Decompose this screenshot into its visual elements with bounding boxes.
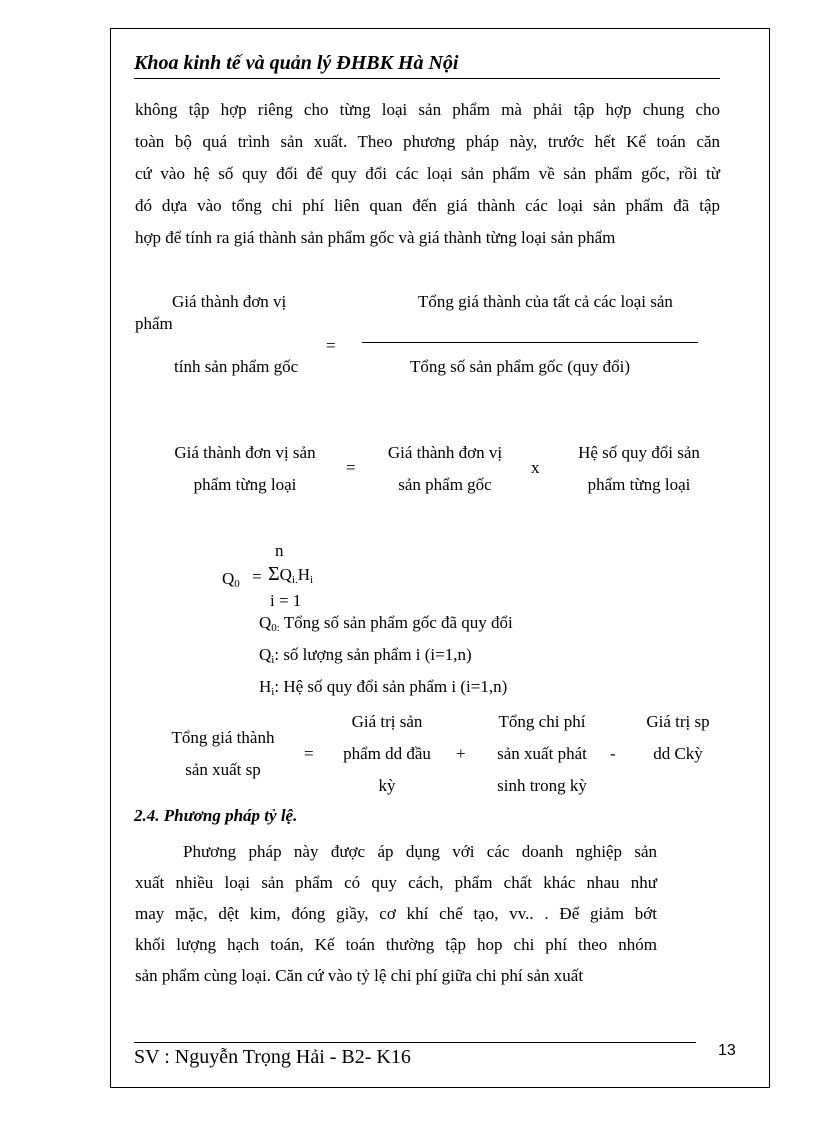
formula3-upper-limit: n: [275, 541, 284, 560]
formula4-col3-line3: sinh trong kỳ: [497, 776, 587, 795]
sigma-symbol: Σ: [268, 563, 280, 585]
formula4-col3-line2: sản xuất phát: [497, 744, 587, 763]
formula3-lhs: $Q_0$: [222, 569, 240, 590]
formula1-left-bottom: tính sản phẩm gốc: [174, 357, 299, 376]
formula3-lower-limit: i = 1: [270, 591, 302, 610]
formula1-left-top: Giá thành đơn vị: [172, 292, 287, 311]
intro-line: cứ vào hệ số quy đổi để quy đổi các loại sản phẩm về sản phẩm gốc, rồi từ: [135, 164, 720, 183]
formula4-minus: -: [610, 744, 616, 763]
formula3-equals: =: [252, 567, 262, 586]
intro-line: đó dựa vào tổng chi phí liên quan đến giá thành các loại sản phẩm đã tập: [135, 196, 720, 215]
section-heading: 2.4. Phương pháp tỷ lệ.: [134, 806, 298, 825]
para2-line: sản phẩm cùng loại. Căn cứ vào tỷ lệ chi phí giữa chi phí sản xuất: [135, 966, 584, 985]
intro-paragraph: [135, 94, 720, 254]
formula4-col2-line2: phẩm dd đầu: [343, 744, 431, 763]
formula2-times: x: [531, 458, 540, 477]
formula4-col4-line2: dd Ckỳ: [653, 744, 703, 763]
formula4-col1-line2: sản xuất sp: [185, 760, 261, 779]
formula4-col3-line1: Tổng chi phí: [498, 712, 586, 731]
formula4-col4-line1: Giá trị sp: [646, 712, 710, 731]
formula2-col1-line2: phẩm từng loại: [193, 475, 297, 494]
formula1-denominator: Tổng số sản phẩm gốc (quy đổi): [410, 357, 631, 376]
formula2-col2-line2: sản phẩm gốc: [398, 475, 492, 494]
formula1-fraction-bar: [362, 342, 698, 343]
formula2-col1-line1: Giá thành đơn vị sản: [174, 443, 316, 462]
para2-line: Phương pháp này được áp dụng với các doanh nghiệp sản: [183, 842, 657, 861]
intro-line: không tập hợp riêng cho từng loại sản phẩm mà phải tập hợp chung cho: [135, 100, 720, 119]
para2-line: xuất nhiều loại sản phẩm có quy cách, phẩm chất khác nhau như: [135, 873, 657, 892]
footer-student: SV : Nguyễn Trọng Hải - B2- K16: [134, 1046, 411, 1068]
intro-line: toàn bộ quá trình sản xuất. Theo phương pháp này, trước hết Kế toán căn: [135, 132, 720, 151]
formula4-col2-line3: kỳ: [378, 776, 396, 795]
formula2-col3-line2: phẩm từng loại: [587, 475, 691, 494]
formula4-col1-line1: Tổng giá thành: [171, 728, 275, 747]
ratio-method-paragraph: [135, 836, 657, 991]
formula4-equals: =: [304, 744, 314, 763]
formula3-definition: $Q_i$: số lượng sản phẩm i (i=1,n): [259, 645, 472, 666]
formula1-numerator: Tổng giá thành của tất cả các loại sản: [418, 292, 673, 311]
formula2-equals: =: [346, 458, 356, 477]
header-title: Khoa kinh tế và quản lý ĐHBK Hà Nội: [134, 52, 459, 74]
footer-rule: [134, 1042, 696, 1043]
formula3-definition: $H_i$: Hệ số quy đổi sản phẩm i (i=1,n): [259, 677, 508, 698]
formula1-left-wrap: phẩm: [135, 314, 173, 333]
header-rule: [134, 78, 720, 79]
intro-line: hợp để tính ra giá thành sản phẩm gốc và giá thành từng loại sản phẩm: [135, 228, 616, 247]
para2-line: may mặc, dệt kim, đóng giầy, cơ khí chế tạo, vv.. . Để giảm bớt: [135, 904, 657, 923]
para2-line: khối lượng hạch toán, Kế toán thường tập hop chi phí theo nhóm: [135, 935, 657, 954]
formula2-col2-line1: Giá thành đơn vị: [387, 443, 503, 462]
page-number: 13: [718, 1042, 736, 1059]
formula4-plus: +: [456, 744, 466, 763]
formula3-sum-term: $\Sigma Q_{i.}H_i$: [268, 563, 314, 586]
formula1-equals: =: [326, 336, 336, 355]
formula4-col2-line1: Giá trị sản: [351, 712, 423, 731]
formula2-col3-line1: Hệ số quy đổi sản: [578, 443, 700, 462]
formula3-definition: $Q_{0:}$ Tổng số sản phẩm gốc đã quy đổi: [259, 613, 513, 634]
